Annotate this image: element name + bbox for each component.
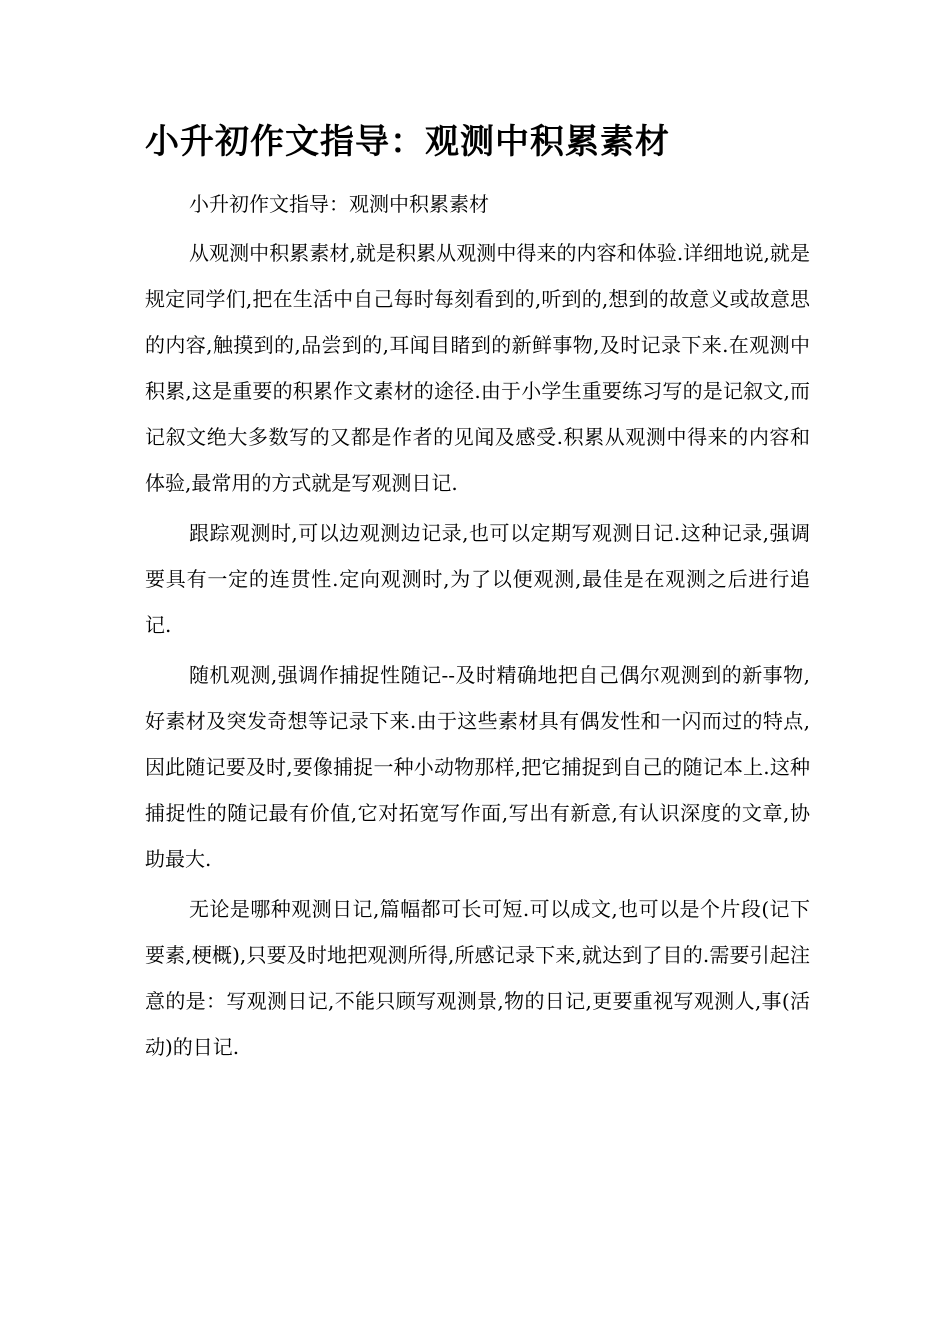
document-subtitle: 小升初作文指导：观测中积累素材: [189, 192, 489, 216]
document-title: 小升初作文指导：观测中积累素材: [145, 122, 670, 162]
paragraph-4: 无论是哪种观测日记,篇幅都可长可短.可以成文,也可以是个片段(记下要素,梗概),只要及时地把观测所得,所感记录下来,就达到了目的.需要引起注意的是：写观测日记,不能只顾写观测景,物的日记,更要重视写观测人,事(活动)的日记.: [145, 897, 810, 1059]
document-body: [145, 118, 810, 1070]
paragraph-3: 随机观测,强调作捕捉性随记--及时精确地把自己偶尔观测到的新事物,好素材及突发奇想等记录下来.由于这些素材具有偶发性和一闪而过的特点,因此随记要及时,要像捕捉一种小动物那样,把它捕捉到自己的随记本上.这种捕捉性的随记最有价值,它对拓宽写作面,写出有新意,有认识深度的文章,协助最大.: [145, 663, 810, 871]
paragraph-1: 从观测中积累素材,就是积累从观测中得来的内容和体验.详细地说,就是规定同学们,把在生活中自己每时每刻看到的,听到的,想到的故意义或故意思的内容,触摸到的,品尝到的,耳闻目睹到的新鲜事物,及时记录下来.在观测中积累,这是重要的积累作文素材的途径.由于小学生重要练习写的是记叙文,而记叙文绝大多数写的又都是作者的见闻及感受.积累从观测中得来的内容和体验,最常用的方式就是写观测日记.: [145, 241, 810, 495]
paragraph-2: 跟踪观测时,可以边观测边记录,也可以定期写观测日记.这种记录,强调要具有一定的连贯性.定向观测时,为了以便观测,最佳是在观测之后进行追记.: [145, 521, 810, 637]
